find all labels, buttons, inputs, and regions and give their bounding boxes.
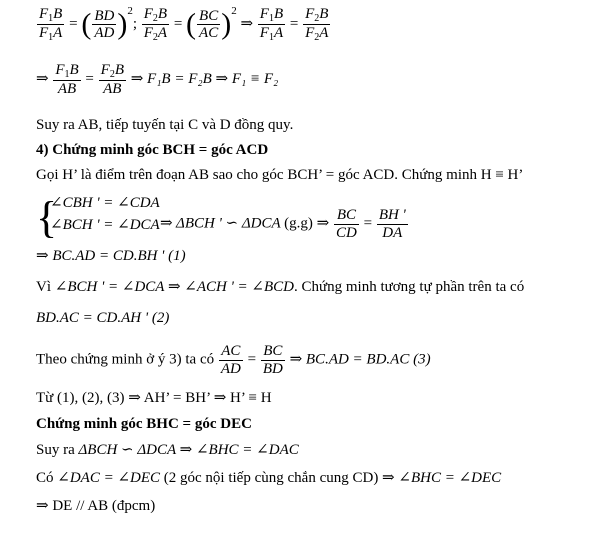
fraction-bc-ac: $\frac{BC}{AC}$ [199,7,219,42]
equation-2: BD.AC = CD.AH ' (2) [36,310,170,326]
system-row-2: ∠BCH ' = ∠DCA [50,217,160,233]
paragraph-tu: Từ (1), (2), (3) ⇒ AH’ = BH’ ⇒ H’ ≡ H [36,390,272,406]
fraction-f2b-f2a: $\frac{F_2B}{F_2A}$ [143,6,168,44]
fraction-bd-ad: $\frac{BD}{AD}$ [94,7,115,42]
paragraph-vi: Vì ∠BCH ' = ∠DCA ⇒ ∠ACH ' = ∠BCD. Chứng minh tương tự phần trên ta có [36,279,525,295]
paragraph-suy-ra: Suy ra ΔBCH ∽ ΔDCA ⇒ ∠BHC = ∠DAC [36,442,299,458]
fraction-bc-cd: $\frac{BC}{CD}$ [336,207,357,241]
fraction-f2b-ab: $\frac{F_2B}{AB}$ [100,62,124,97]
fraction-f1b-f1a: $\frac{F_1B}{F_1A}$ [39,6,63,44]
equation-line-2: ⇒ $\frac{F_1B}{AB}$ = $\frac{F_2B}{AB}$ ⇒ F₁B = F₂B ⇒ F₁ ≡ F₂ [36,62,279,97]
fraction-bh-da: $\frac{BH '}{DA}$ [378,207,406,241]
section-heading-bhc: Chứng minh góc BHC = góc DEC [36,416,252,432]
paragraph-text: Gọi H’ là điểm trên đoạn AB sao cho góc BCH’ = góc ACD. Chứng minh H ≡ H’ [36,167,524,183]
left-brace: { [36,193,58,242]
paragraph-theo: Theo chứng minh ở ý 3) ta có $\frac{AC}{AD}$ = $\frac{BC}{BD}$ ⇒ BC.AD = BD.AC (3) [36,343,431,377]
conclusion-text: Suy ra AB, tiếp tuyến tại C và D đồng quy. [36,117,294,133]
final-conclusion: ⇒ DE // AB (đpcm) [36,498,156,514]
section-heading-4: 4) Chứng minh góc BCH = góc ACD [36,142,269,158]
similarity-result: ⇒ ΔBCH ' ∽ ΔDCA (g.g) ⇒ $\frac{BC}{CD}$ = $\frac{BH '}{DA}$ [160,207,406,241]
fraction-f2b-f2a-2: $\frac{F_2B}{F_2A}$ [305,6,329,44]
equation-1: ⇒ BC.AD = CD.BH ' (1) [36,248,186,264]
fraction-f1b-f1a-2: $\frac{F_1B}{F_1A}$ [259,6,284,44]
equation-line-1: $\frac{F_1B}{F_1A}$ = ( $\frac{BD}{AD}$ )$^2$; $\frac{F_2B}{F_2A}$ = ( $\frac{BC}{AC}$ )$^2$ ⇒ $\frac{F_1B}{F_1A}$ = $\frac{F_2B}{F_2A}$ [39,5,329,44]
fraction-ac-ad: $\frac{AC}{AD}$ [220,343,241,377]
fraction-f1b-ab: $\frac{F_1B}{AB}$ [55,62,79,97]
system-row-1: ∠CBH ' = ∠CDA [50,195,160,211]
angle-system [50,196,160,240]
paragraph-co: Có ∠DAC = ∠DEC (2 góc nội tiếp cùng chắn cung CD) ⇒ ∠BHC = ∠DEC [36,470,502,486]
fraction-bc-bd: $\frac{BC}{BD}$ [262,343,283,377]
